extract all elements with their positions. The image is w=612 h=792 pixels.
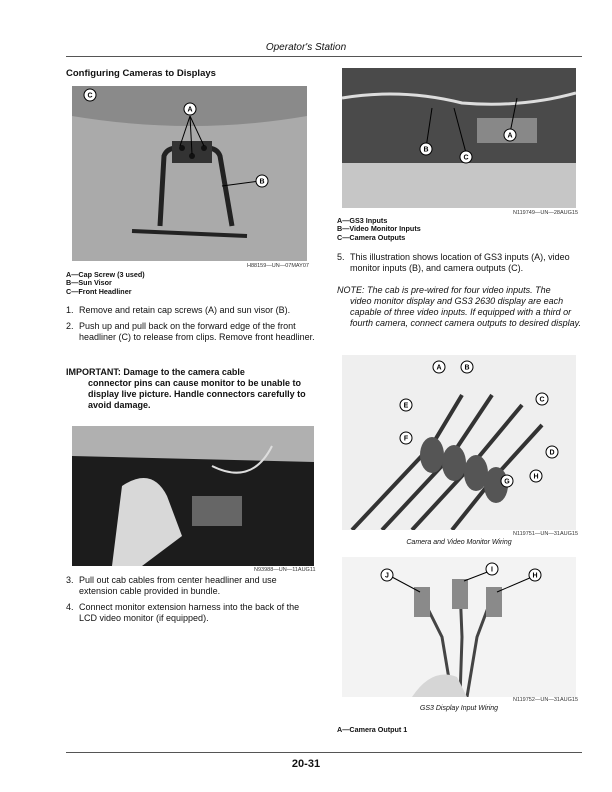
step-item: 1. Remove and retain cap screws (A) and sun visor (B). [66, 305, 291, 315]
running-header: Operator's Station [265, 42, 347, 53]
callout-b [420, 143, 432, 155]
svg-text:B: B [259, 178, 265, 186]
legend-item: C—Front Headliner [66, 286, 132, 296]
callout-d [546, 446, 558, 458]
figure-gs3-input-wiring [342, 557, 576, 697]
svg-text:A: A [436, 364, 442, 372]
page-number: 20-31 [291, 758, 321, 770]
svg-text:A: A [507, 132, 513, 140]
svg-text:H: H [533, 473, 539, 481]
step-item: 2. Push up and pull back on the forward edge of the front headliner (C) to release from clips. Remove front headliner. [66, 321, 315, 342]
legend-item: B—Video Monitor Inputs [337, 224, 421, 234]
step-item: 4. Connect monitor extension harness into the back of the LCD video monitor (if equipped). [66, 602, 300, 623]
steps-list [66, 305, 316, 348]
legend-item: A—Camera Output 1 [337, 725, 408, 734]
figure-legend [66, 271, 145, 296]
svg-text:J: J [385, 572, 389, 580]
callout-f [400, 432, 412, 444]
callout-e [400, 399, 412, 411]
figure-caption: Camera and Video Monitor Wiring [406, 539, 512, 546]
steps-list [337, 252, 582, 279]
svg-text:B: B [464, 364, 470, 372]
callout-i [486, 563, 498, 575]
figure-id: N119749—UN—28AUG15 [513, 210, 579, 216]
figure-caption: GS3 Display Input Wiring [419, 705, 499, 712]
svg-text:C: C [539, 396, 545, 404]
figure-id: N119752—UN—31AUG15 [513, 697, 579, 703]
callout-c [84, 89, 96, 101]
figure-id: H88159—UN—07MAY07 [247, 263, 309, 269]
svg-text:E: E [403, 402, 409, 410]
legend-item: B—Sun Visor [66, 278, 112, 288]
figure-id: N93988—UN—11AUG11 [254, 567, 316, 573]
svg-text:I: I [491, 566, 493, 574]
figure-legend [337, 726, 407, 734]
legend-item: C—Camera Outputs [337, 232, 406, 242]
steps-list [66, 575, 316, 629]
callout-h [530, 470, 542, 482]
section-title: Configuring Cameras to Displays [66, 68, 216, 79]
svg-text:G: G [504, 478, 510, 486]
callout-a [504, 129, 516, 141]
step-item: 3. Pull out cab cables from center headliner and use extension cable provided in bundle. [66, 575, 277, 596]
figure-cab-cables [72, 426, 314, 566]
svg-text:F: F [403, 435, 409, 443]
svg-text:A: A [187, 106, 193, 114]
svg-text:H: H [532, 572, 538, 580]
step-item: 5. This illustration shows location of GS3 inputs (A), video monitor inputs (B), and camera outputs (C). [337, 252, 570, 273]
figure-sun-visor [72, 86, 307, 261]
figure-id: N119751—UN—31AUG15 [513, 531, 579, 537]
callout-j [381, 569, 393, 581]
callout-c [536, 393, 548, 405]
callout-a [433, 361, 445, 373]
callout-g [501, 475, 513, 487]
header-rule [66, 56, 582, 57]
svg-text:D: D [549, 449, 555, 457]
svg-text:C: C [87, 92, 93, 100]
footer-rule [66, 752, 582, 753]
callout-b [461, 361, 473, 373]
figure-camera-monitor-wiring [342, 355, 576, 530]
legend-item: A—Cap Screw (3 used) [66, 270, 145, 279]
callout-h [529, 569, 541, 581]
svg-text:B: B [423, 146, 429, 154]
figure-legend [337, 217, 421, 242]
note-text: NOTE: The cab is pre-wired for four video inputs. The video monitor display and GS3 2630 display are each capable of three video inputs. If equipped with a third or fourth camera, connect camera outputs to desired display. [337, 285, 581, 328]
important-notice: IMPORTANT: Damage to the camera cable connector pins can cause monitor to be unable to display live picture. Handle connectors carefully to avoid damage. [66, 367, 306, 410]
legend-item: A—GS3 Inputs [337, 216, 388, 225]
callout-c [460, 151, 472, 163]
callout-b [256, 175, 268, 187]
figure-connector-locations [342, 68, 576, 208]
callout-a [184, 103, 196, 115]
svg-text:C: C [463, 154, 469, 162]
